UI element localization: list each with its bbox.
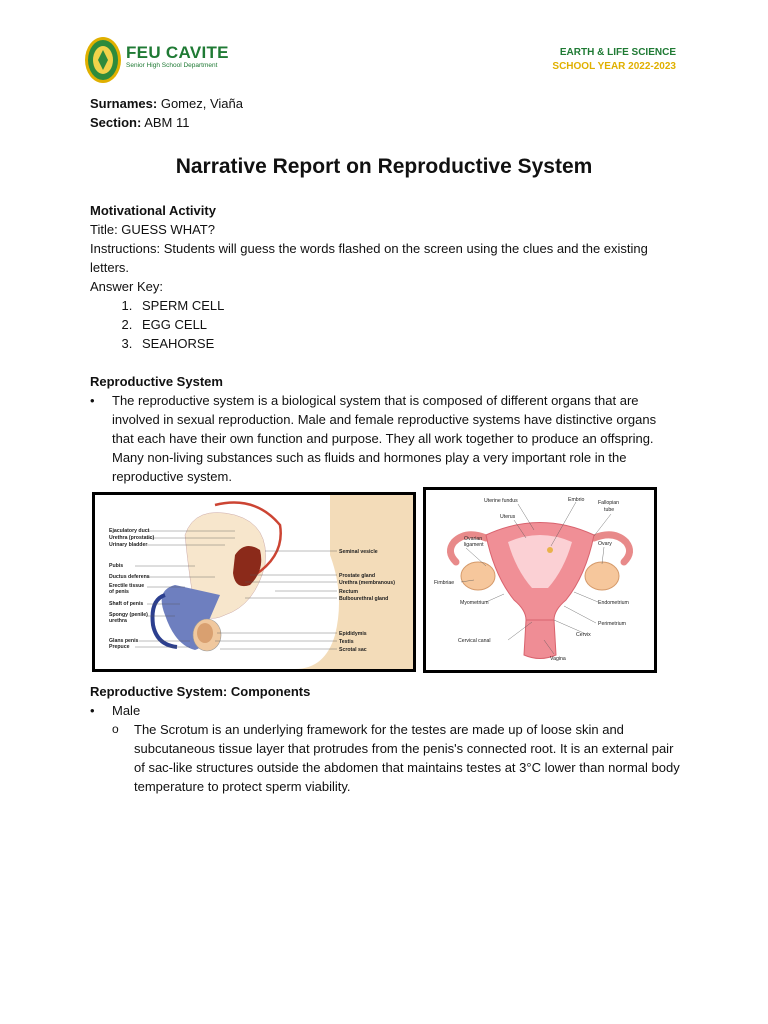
- label-ovarian: Ovarian: [464, 536, 483, 542]
- list-item: 3. SEAHORSE: [136, 334, 680, 353]
- label-erectile-tissue: Erectile tissue: [109, 583, 145, 589]
- brand-name: FEU CAVITE: [126, 43, 229, 62]
- list-item: [90, 391, 680, 486]
- label-uterine-fundus: Uterine fundus: [484, 498, 518, 504]
- label-ovary: Ovary: [598, 541, 612, 547]
- label-testis: Testis: [339, 639, 354, 645]
- label-shaft-of-penis: Shaft of penis: [109, 601, 144, 607]
- student-meta: [90, 94, 243, 132]
- section-line: [90, 113, 243, 132]
- list-item: 2. EGG CELL: [136, 315, 680, 334]
- male-reproductive-diagram: [92, 492, 416, 672]
- label-fimbriae: Fimbriae: [434, 580, 455, 586]
- male-sub-bullets: [90, 720, 680, 796]
- label-bulbourethral-gland: Bulbourethral gland: [339, 596, 389, 602]
- label-myometrium: Myometrium: [460, 600, 489, 606]
- female-anatomy-illustration: [426, 490, 654, 670]
- label-tube: tube: [604, 507, 615, 513]
- label-fallopian: Fallopian: [598, 500, 620, 506]
- list-item: [90, 701, 680, 720]
- label-ejaculatory-duct: Ejaculatory duct: [109, 528, 150, 534]
- activity-instructions: Instructions: Students will guess the words flashed on the screen using the clues and the existing letters.: [90, 241, 648, 275]
- list-item: [112, 720, 680, 796]
- label-rectum: Rectum: [339, 589, 359, 595]
- surnames-line: [90, 94, 243, 113]
- label-epididymis: Epididymis: [339, 631, 367, 637]
- label-glans-penis: Glans penis: [109, 638, 139, 644]
- label-ductus-deferens: Ductus deferens: [109, 574, 150, 580]
- brand-subtitle: Senior High School Department: [126, 62, 218, 69]
- subject-label: EARTH & LIFE SCIENCE: [559, 47, 676, 58]
- label-of-penis: of penis: [109, 589, 129, 595]
- scrotum-text: The Scrotum is an underlying framework for the testes are made up of loose skin and subcutaneous tissue layer that protrudes from the penis's connected root. It is an external pair of sac-like structures outside the abdomen that maintains testes at 3°C lower than normal body temperature to protect sperm viability.: [134, 722, 680, 794]
- label-embrio: Embrio: [568, 497, 585, 503]
- label-pubis: Pubis: [109, 563, 124, 569]
- female-reproductive-diagram: [423, 487, 657, 673]
- answer-key-label: Answer Key:: [90, 279, 163, 294]
- reproductive-bullets: [90, 391, 680, 486]
- label-ligament: ligament: [464, 542, 484, 548]
- bullet-icon: •: [90, 393, 95, 408]
- circle-bullet-icon: o: [112, 722, 119, 736]
- activity-title: Title: GUESS WHAT?: [90, 222, 215, 237]
- label-urinary-bladder: Urinary bladder: [109, 542, 148, 548]
- label-perimetrium: Perimetrium: [598, 621, 626, 627]
- list-item: 1. SPERM CELL: [136, 296, 680, 315]
- label-vagina: Vagina: [550, 656, 566, 662]
- label-cervical-canal: Cervical canal: [458, 638, 491, 644]
- label-scrotal-sac: Scrotal sac: [339, 647, 367, 653]
- bullet-icon: •: [90, 703, 95, 718]
- label-cervix: Cervix: [576, 632, 591, 638]
- male-anatomy-illustration: [95, 495, 413, 669]
- label-spongy-urethra: Spongy (penile): [109, 612, 148, 618]
- components-heading: Reproductive System: Components: [90, 684, 311, 699]
- label-urethra-membranous: Urethra (membranous): [339, 580, 395, 586]
- answer-list: [90, 296, 680, 353]
- header-right: [552, 46, 676, 74]
- label-uterus: Uterus: [500, 514, 516, 520]
- school-seal-icon: [84, 36, 122, 84]
- surnames-value: Gomez, Viaña: [160, 96, 243, 111]
- label-urethra-prostatic: Urethra (prostatic): [109, 535, 155, 541]
- section-label: Section:: [90, 115, 142, 130]
- page-title: Narrative Report on Reproductive System: [175, 155, 593, 178]
- document-header: [84, 36, 684, 86]
- school-year-label: SCHOOL YEAR 2022-2023: [552, 61, 676, 72]
- male-label: Male: [112, 703, 141, 718]
- motivational-heading: Motivational Activity: [90, 203, 216, 218]
- surnames-label: Surnames:: [90, 96, 158, 111]
- label-seminal-vesicle: Seminal vesicle: [339, 549, 378, 555]
- reproductive-text: The reproductive system is a biological system that is composed of different organs that are involved in sexual reproduction. Male and female reproductive systems have distinctive organs that each have their own function and purpose. They all work together to produce an offspring. Many non-living substances such as fluids and hormones play a very important role in the reproductive system.: [112, 393, 657, 484]
- label-endometrium: Endometrium: [598, 600, 629, 606]
- label-prepuce: Prepuce: [109, 644, 130, 650]
- brand: [126, 44, 229, 70]
- label-urethra: urethra: [109, 618, 127, 624]
- reproductive-heading: Reproductive System: [90, 374, 223, 389]
- section-value: ABM 11: [144, 115, 190, 130]
- components-bullets: [90, 701, 680, 720]
- label-prostate-gland: Prostate gland: [339, 573, 376, 579]
